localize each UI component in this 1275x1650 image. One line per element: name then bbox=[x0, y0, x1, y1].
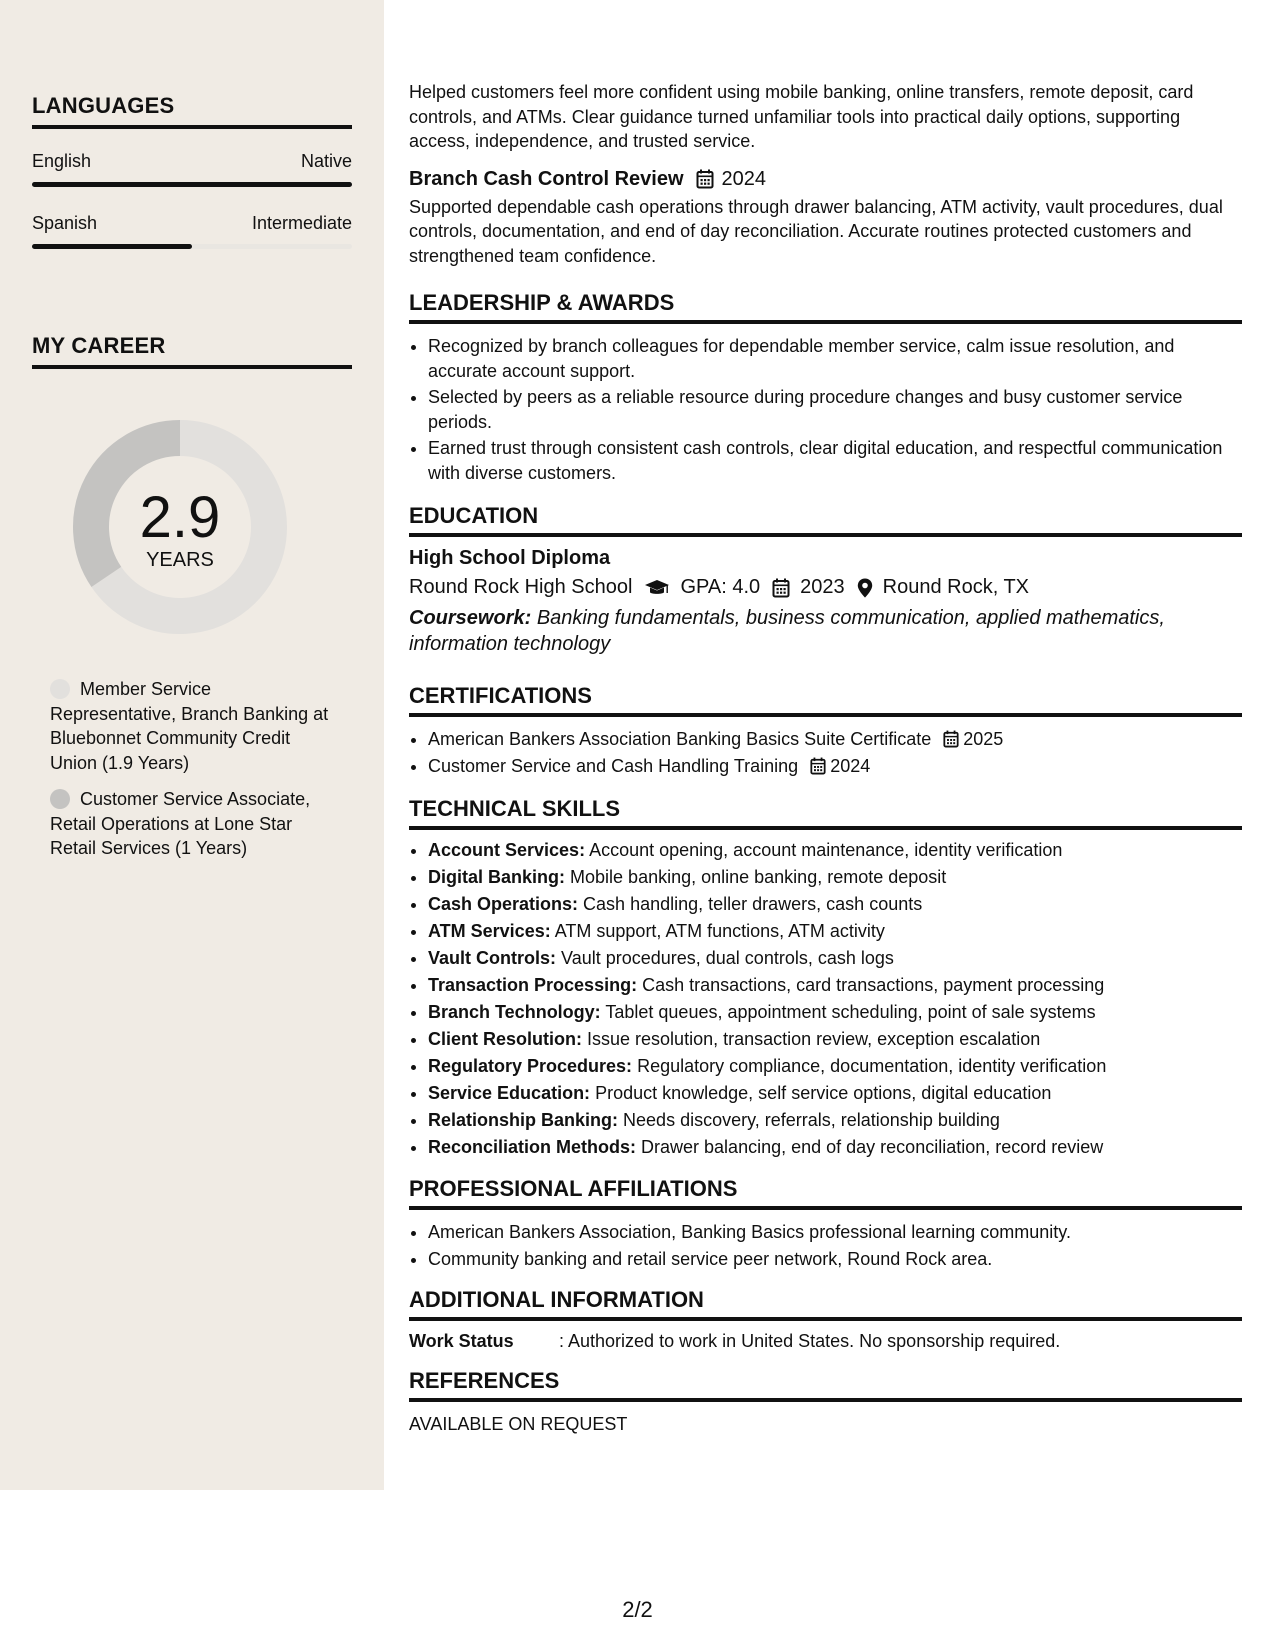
list-item: • Earned trust through consistent cash controls, clear digital education, and respectful communication with diverse customers. bbox=[428, 436, 1242, 485]
language-proficiency-fill bbox=[32, 244, 192, 249]
career-legend-label: Member Service Representative, Branch Banking at Bluebonnet Community Credit Union (1.9 Years) bbox=[50, 679, 329, 773]
skill-label: Cash Operations: bbox=[428, 894, 579, 914]
skill-item bbox=[428, 1135, 1242, 1160]
skill-label: Digital Banking: bbox=[428, 867, 566, 887]
sidebar bbox=[0, 0, 384, 1490]
certification-year: 2024 bbox=[830, 755, 871, 776]
skill-label: Client Resolution: bbox=[428, 1029, 582, 1049]
skill-item bbox=[428, 919, 1242, 944]
page-number: 2/2 bbox=[622, 1597, 653, 1622]
career-legend bbox=[50, 677, 330, 861]
list-item bbox=[428, 754, 1242, 779]
language-item bbox=[32, 213, 352, 249]
education-details bbox=[409, 576, 1242, 599]
skill-value: Issue resolution, transaction review, exception escalation bbox=[587, 1029, 1041, 1049]
skill-value: Account opening, account maintenance, identity verification bbox=[589, 840, 1063, 860]
education-year: 2023 bbox=[800, 576, 845, 598]
skill-label: Vault Controls: bbox=[428, 948, 557, 968]
project-description: Supported dependable cash operations through drawer balancing, ATM activity, vault procedures, dual controls, documentation, and end of day reconciliation. Accurate routines protected customers and strengthened team confidence. bbox=[409, 196, 1223, 266]
main-content bbox=[409, 0, 1242, 1435]
skill-label: Relationship Banking: bbox=[428, 1110, 619, 1130]
languages-heading: LANGUAGES bbox=[32, 93, 352, 129]
coursework-text: Banking fundamentals, business communication, applied mathematics, information technology bbox=[409, 607, 1165, 655]
references-heading: REFERENCES bbox=[409, 1368, 1242, 1402]
list-item: • Community banking and retail service peer network, Round Rock area. bbox=[428, 1247, 1242, 1272]
skills-list bbox=[409, 838, 1242, 1160]
skill-item bbox=[428, 892, 1242, 917]
project-year: 2024 bbox=[721, 167, 767, 190]
list-item bbox=[428, 727, 1242, 752]
career-total-years: 2.9 bbox=[139, 485, 221, 550]
skill-label: Branch Technology: bbox=[428, 1002, 601, 1022]
work-status-label: Work Status bbox=[409, 1331, 514, 1351]
language-proficiency-fill bbox=[32, 182, 352, 187]
language-item bbox=[32, 151, 352, 187]
language-level: Intermediate bbox=[251, 213, 352, 233]
education-gpa: GPA: 4.0 bbox=[680, 576, 761, 598]
skill-value: Vault procedures, dual controls, cash logs bbox=[561, 948, 894, 968]
additional-info-heading: ADDITIONAL INFORMATION bbox=[409, 1287, 1242, 1321]
work-status-value: : Authorized to work in United States. No sponsorship required. bbox=[559, 1331, 1061, 1351]
career-heading: MY CAREER bbox=[32, 333, 352, 369]
list-item: • Recognized by branch colleagues for dependable member service, calm issue resolution, and accurate account support. bbox=[428, 334, 1242, 383]
skill-item bbox=[428, 838, 1242, 863]
list-item: • American Bankers Association, Banking Basics professional learning community. bbox=[428, 1220, 1242, 1245]
graduation-cap-icon bbox=[644, 579, 670, 597]
career-legend-item bbox=[50, 677, 330, 775]
location-pin-icon bbox=[857, 578, 873, 598]
calendar-icon bbox=[772, 578, 790, 598]
career-legend-dot bbox=[50, 679, 70, 699]
certifications-heading: CERTIFICATIONS bbox=[409, 683, 1242, 717]
education-location: Round Rock, TX bbox=[882, 576, 1030, 598]
career-legend-item bbox=[50, 787, 330, 861]
leadership-heading: LEADERSHIP & AWARDS bbox=[409, 290, 1242, 324]
skill-value: Product knowledge, self service options, digital education bbox=[595, 1083, 1052, 1103]
skill-item bbox=[428, 1000, 1242, 1025]
skill-value: Needs discovery, referrals, relationship building bbox=[623, 1110, 1000, 1130]
skill-value: ATM support, ATM functions, ATM activity bbox=[554, 921, 885, 941]
skill-value: Tablet queues, appointment scheduling, point of sale systems bbox=[605, 1002, 1096, 1022]
affiliations-heading: PROFESSIONAL AFFILIATIONS bbox=[409, 1176, 1242, 1210]
project-title: Branch Cash Control Review bbox=[409, 167, 684, 190]
skill-item bbox=[428, 946, 1242, 971]
skill-label: Transaction Processing: bbox=[428, 975, 638, 995]
work-status-row bbox=[409, 1331, 1242, 1352]
languages-section bbox=[32, 93, 352, 249]
references-text: AVAILABLE ON REQUEST bbox=[409, 1414, 628, 1434]
career-legend-dot bbox=[50, 789, 70, 809]
career-total-unit: YEARS bbox=[146, 549, 214, 571]
skill-label: ATM Services: bbox=[428, 921, 551, 941]
education-coursework bbox=[409, 605, 1242, 657]
career-section bbox=[32, 333, 352, 873]
language-proficiency-bar bbox=[32, 182, 352, 187]
intro-paragraph: Helped customers feel more confident using mobile banking, online transfers, remote deposit, card controls, and ATMs. Clear guidance turned unfamiliar tools into practical daily options, supporting access, independence, and trusted service. bbox=[409, 82, 1194, 151]
calendar-icon bbox=[696, 169, 714, 189]
skill-value: Drawer balancing, end of day reconciliation, record review bbox=[641, 1137, 1104, 1157]
certification-name: Customer Service and Cash Handling Training bbox=[428, 755, 799, 776]
education-heading: EDUCATION bbox=[409, 503, 1242, 537]
language-name: English bbox=[32, 151, 92, 171]
affiliations-list bbox=[409, 1220, 1242, 1271]
list-item: • Selected by peers as a reliable resource during procedure changes and busy customer service periods. bbox=[428, 385, 1242, 434]
skill-item bbox=[428, 973, 1242, 998]
language-name: Spanish bbox=[32, 213, 98, 233]
skill-value: Cash handling, teller drawers, cash counts bbox=[583, 894, 923, 914]
certifications-list bbox=[409, 727, 1242, 778]
skill-value: Cash transactions, card transactions, payment processing bbox=[642, 975, 1105, 995]
leadership-list bbox=[409, 334, 1242, 485]
skill-label: Account Services: bbox=[428, 840, 586, 860]
certification-name: American Bankers Association Banking Basics Suite Certificate bbox=[428, 729, 932, 749]
career-donut-chart bbox=[66, 413, 294, 641]
skill-item bbox=[428, 1108, 1242, 1133]
career-legend-label: Customer Service Associate, Retail Operations at Lone Star Retail Services (1 Years) bbox=[50, 789, 311, 858]
language-level: Native bbox=[300, 151, 352, 171]
skill-label: Regulatory Procedures: bbox=[428, 1056, 633, 1076]
skill-label: Service Education: bbox=[428, 1083, 591, 1103]
skill-item bbox=[428, 865, 1242, 890]
skill-item bbox=[428, 1081, 1242, 1106]
skill-label: Reconciliation Methods: bbox=[428, 1137, 637, 1157]
skill-value: Mobile banking, online banking, remote deposit bbox=[570, 867, 947, 887]
skill-item bbox=[428, 1027, 1242, 1052]
coursework-label: Coursework: bbox=[409, 607, 532, 629]
project-title-row bbox=[409, 168, 1242, 191]
skill-item bbox=[428, 1054, 1242, 1079]
education-school: Round Rock High School bbox=[409, 576, 633, 598]
certification-year: 2025 bbox=[963, 729, 1004, 749]
education-degree: High School Diploma bbox=[409, 547, 611, 569]
language-proficiency-bar bbox=[32, 244, 352, 249]
calendar-icon bbox=[810, 757, 826, 775]
skills-heading: TECHNICAL SKILLS bbox=[409, 796, 1242, 830]
calendar-icon bbox=[943, 730, 959, 748]
skill-value: Regulatory compliance, documentation, identity verification bbox=[637, 1056, 1107, 1076]
